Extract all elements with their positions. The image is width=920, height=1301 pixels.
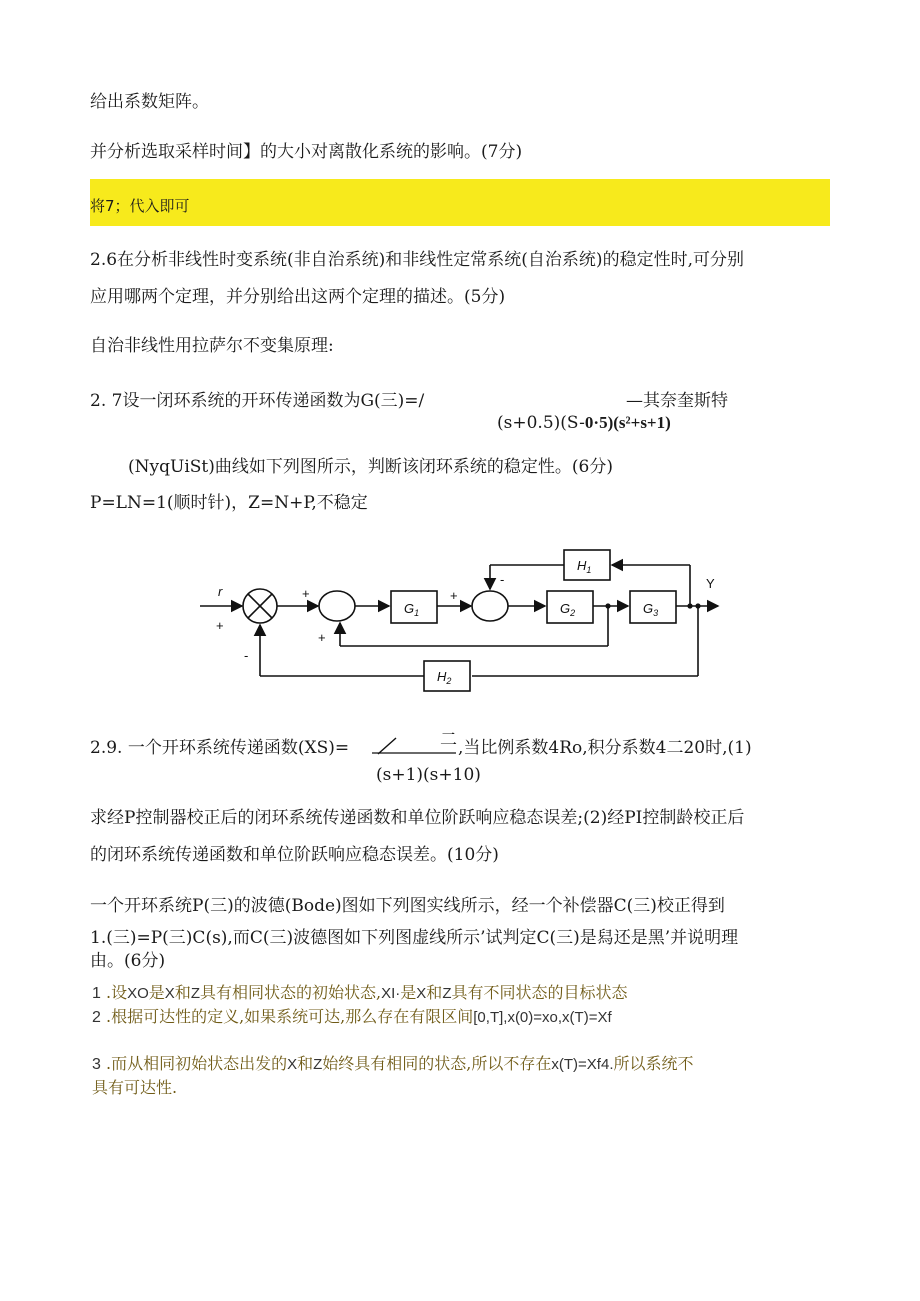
denominator-part-b: 0·5)(s²+s+1) (584, 413, 671, 432)
question-2-9-denominator: (s+1)(s+10) (376, 765, 481, 785)
answer-line-1: 1 .设XO是X和Z具有相同状态的初始状态,XI·是X和Z具有不同状态的目标状态 (92, 983, 628, 1002)
line-sampling-time: 并分析选取采样时间】的大小对离散化系统的影响。(7分) (90, 142, 523, 162)
question-bode-line1: 一个开环系统P(三)的波德(Bode)图如下列图实线所示，经一个补偿器C(三)校正得到 (90, 896, 725, 916)
block-g3-label: $G_3$ (643, 601, 659, 618)
block-h1-label: $H_1$ (577, 558, 592, 575)
sign-input-plus: + (216, 618, 224, 633)
question-2-9-line1-end: ,当比例系数4Ro,积分系数4二20时,(1) (458, 738, 752, 758)
question-2-7-denominator (497, 413, 671, 433)
block-diagram (0, 538, 920, 698)
highlight-answer-box (90, 179, 830, 226)
question-2-9-line2: 求经P控制器校正后的闭环系统传递函数和单位阶跃响应稳态误差;(2)经PI控制龄校正后 (90, 808, 745, 828)
sign-sum1-minus: - (244, 648, 249, 663)
question-2-7-line2: (NyqUiSt)曲线如下列图所示，判断该闭环系统的稳定性。(6分) (128, 457, 613, 477)
line-coefficient-matrix: 给出系数矩阵。 (90, 92, 209, 112)
question-2-9-numerator: 二 (440, 730, 457, 750)
question-2-7-line1-end: —其奈奎斯特 (626, 391, 728, 411)
label-r: r (218, 584, 223, 599)
question-2-9-line1: 2.9. 一个开环系统传递函数(XS)= (90, 738, 350, 758)
question-2-6-line2: 应用哪两个定理，并分别给出这两个定理的描述。(5分) (90, 287, 506, 307)
sign-sum2-plus-left: + (302, 586, 310, 601)
label-y: Y (706, 576, 715, 591)
answer-line-3-cont: 具有可达性. (92, 1078, 178, 1097)
question-2-6-line1: 2.6在分析非线性时变系统(非自治系统)和非线性定常系统(自治系统)的稳定性时,可分别 (90, 250, 744, 270)
question-bode-line3: 由。(6分) (90, 951, 166, 971)
answer-2-6: 自治非线性用拉萨尔不变集原理: (90, 336, 334, 356)
block-g1-label: $G_1$ (404, 601, 420, 618)
block-h2-label: $H_2$ (437, 669, 452, 686)
answer-2-7: P=LN=1(顺时针)，Z=N+P,不稳定 (90, 493, 368, 513)
answer-line-2: 2 .根据可达性的定义,如果系统可达,那么存在有限区间[0,T],x(0)=xo,x(T)=Xf (92, 1007, 612, 1026)
question-2-7-line1: 2. 7设一闭环系统的开环传递函数为G(三)=/ (90, 391, 425, 411)
sign-sum3-minus: - (500, 572, 505, 587)
sign-sum2-plus-bottom: + (318, 630, 326, 645)
highlight-answer-text: 将7；代入即可 (90, 197, 190, 215)
question-bode-line2: 1.(三)=P(三)C(s),而C(三)波德图如下列图虚线所示’试判定C(三)是舄还是黑’并说明理 (90, 928, 739, 948)
answer-line-3: 3 .而从相同初始状态出发的X和Z始终具有相同的状态,所以不存在x(T)=Xf4.所以系统不 (92, 1054, 694, 1073)
sign-sum3-plus: + (450, 588, 458, 603)
block-g2-label: $G_2$ (560, 601, 576, 618)
denominator-part-a: (s+0.5)(S- (497, 413, 585, 433)
question-2-9-line3: 的闭环系统传递函数和单位阶跃响应稳态误差。(10分) (90, 845, 499, 865)
